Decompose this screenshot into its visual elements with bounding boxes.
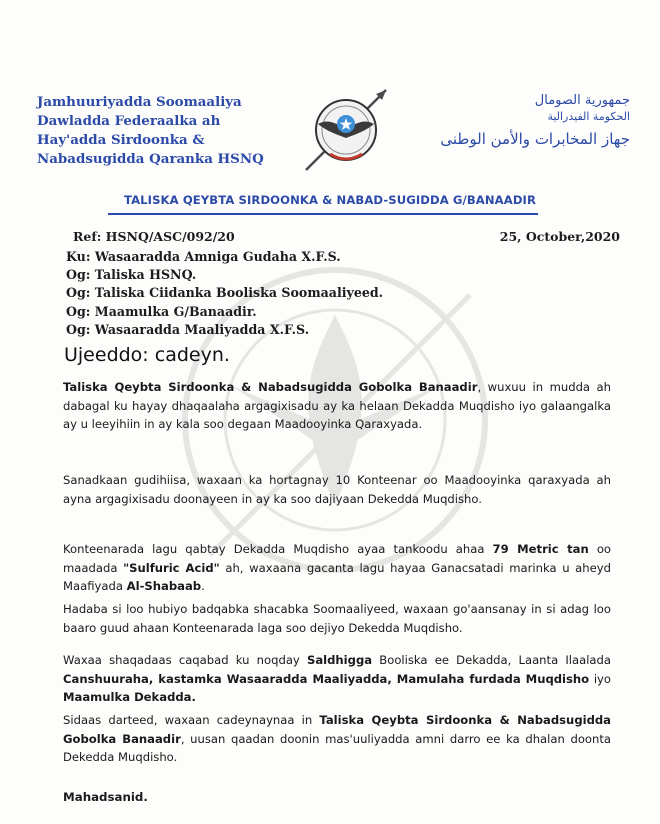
paragraph-3-text: . [201,579,205,593]
closing-line: Mahadsanid. [63,790,148,804]
recipients-list [66,248,383,339]
recipient-line: Og: Taliska HSNQ. [66,267,197,283]
letter-date: 25, October,2020 [499,229,620,244]
paragraph-6-bold: Taliska Qeybta Sirdoonka & Nabadsugidda Gobolka Banaadir [63,713,612,746]
paragraph-1-bold: Taliska Qeybta Sirdoonka & Nabadsugidda Gobolka Banaadir [63,380,478,394]
command-title: TALISKA QEYBTA SIRDOONKA & NABAD-SUGIDDA G/BANAADIR [124,193,536,207]
letterhead-arabic-line-2: الحكومة الفيدرالية [547,110,630,123]
header-divider [108,213,538,215]
paragraph-3-bold: "Sulfuric Acid" [123,560,220,575]
paragraph-2: Sanadkaan gudihiisa, waxaan ka hortagnay 10 Konteenar oo Maadooyinka qaraxyada ah ayna argagixisadu doonayeen in ay ka soo dajiyaan Dekedda Muqdisho. [63,473,611,506]
paragraph-6 [63,711,611,767]
recipient-line: Ku: Wasaaradda Amniga Gudaha X.F.S. [66,249,341,264]
paragraph-4: Hadaba si loo hubiyo badqabka shacabka Soomaaliyeed, waxaan go'aansanay in si adag loo baaro guud ahaan Konteenarada laga soo dejiyo Dekedda Muqdisho. [63,602,611,635]
paragraph-6-text: , uusan qaadan doonin mas'uuliyadda amni darro ee ka dhalan doonta Dekedda Muqdisho. [63,731,612,764]
reference-number: Ref: HSNQ/ASC/092/20 [73,229,235,244]
paragraph-5 [63,651,611,707]
subject-line: Ujeeddo: cadeyn. [64,344,230,366]
paragraph-5-bold: Saldhigga [306,653,373,667]
paragraph-6-text: Sidaas darteed, waxaan cadeynaynaa in [63,713,320,727]
letterhead-line-1: Jamhuuriyadda Soomaaliya [37,94,242,110]
recipient-line: Og: Wasaaradda Maaliyadda X.F.S. [66,321,310,337]
paragraph-1-text: , wuxuu in mudda ah dabagal ku hayay dhaqaalaha argagixisadu ay ka helaan Dekadda Muqdisho iyo galaangalka ay u leeyihiin in ay kala soo degaan Maadooyinka Qaraxyada. [63,380,611,431]
paragraph-5-text: Waxaa shaqadaas caqabad ku noqday [63,653,307,667]
paragraph-5-bold: Canshuuraha, kastamka Wasaaradda Maaliyadda, Mamulaha furdada Muqdisho [63,671,590,686]
recipient-line: Og: Maamulka G/Banaadir. [66,303,257,319]
letterhead-somali [37,93,267,169]
paragraph-3-text: ah, waxaana gacanta lagu hayaa Ganacsatadi marinka u aheyd Maafiyada [63,560,611,593]
letterhead-arabic-line-1: جمهورية الصومال [534,93,630,108]
paragraph-1 [63,378,611,434]
paragraph-3-bold: Al-Shabaab [126,579,202,593]
paragraph-3-bold: 79 Metric tan [492,542,589,556]
paragraph-3-text: oo maadada [63,542,612,575]
agency-emblem-icon [300,84,392,176]
paragraph-5-text: Booliska ee Dekadda, Laanta Ilaalada [372,653,611,667]
letterhead-line-2: Dawladda Federaalka ah [37,113,221,129]
paragraph-5-text: iyo [589,671,611,686]
letterhead-line-4: Nabadsugidda Qaranka HSNQ [37,151,264,167]
letterhead-arabic-line-3: جهاز المخابرات والأمن الوطنى [440,130,630,148]
paragraph-3-text: Konteenarada lagu qabtay Dekadda Muqdisho ayaa tankoodu ahaa [63,542,493,556]
paragraph-3 [63,540,611,596]
letterhead-arabic [430,92,630,150]
recipient-line: Og: Taliska Ciidanka Booliska Soomaaliyeed. [66,285,384,301]
paragraph-5-bold: Maamulka Dekadda. [63,690,196,704]
letterhead-line-3: Hay'adda Sirdoonka & [37,132,205,148]
